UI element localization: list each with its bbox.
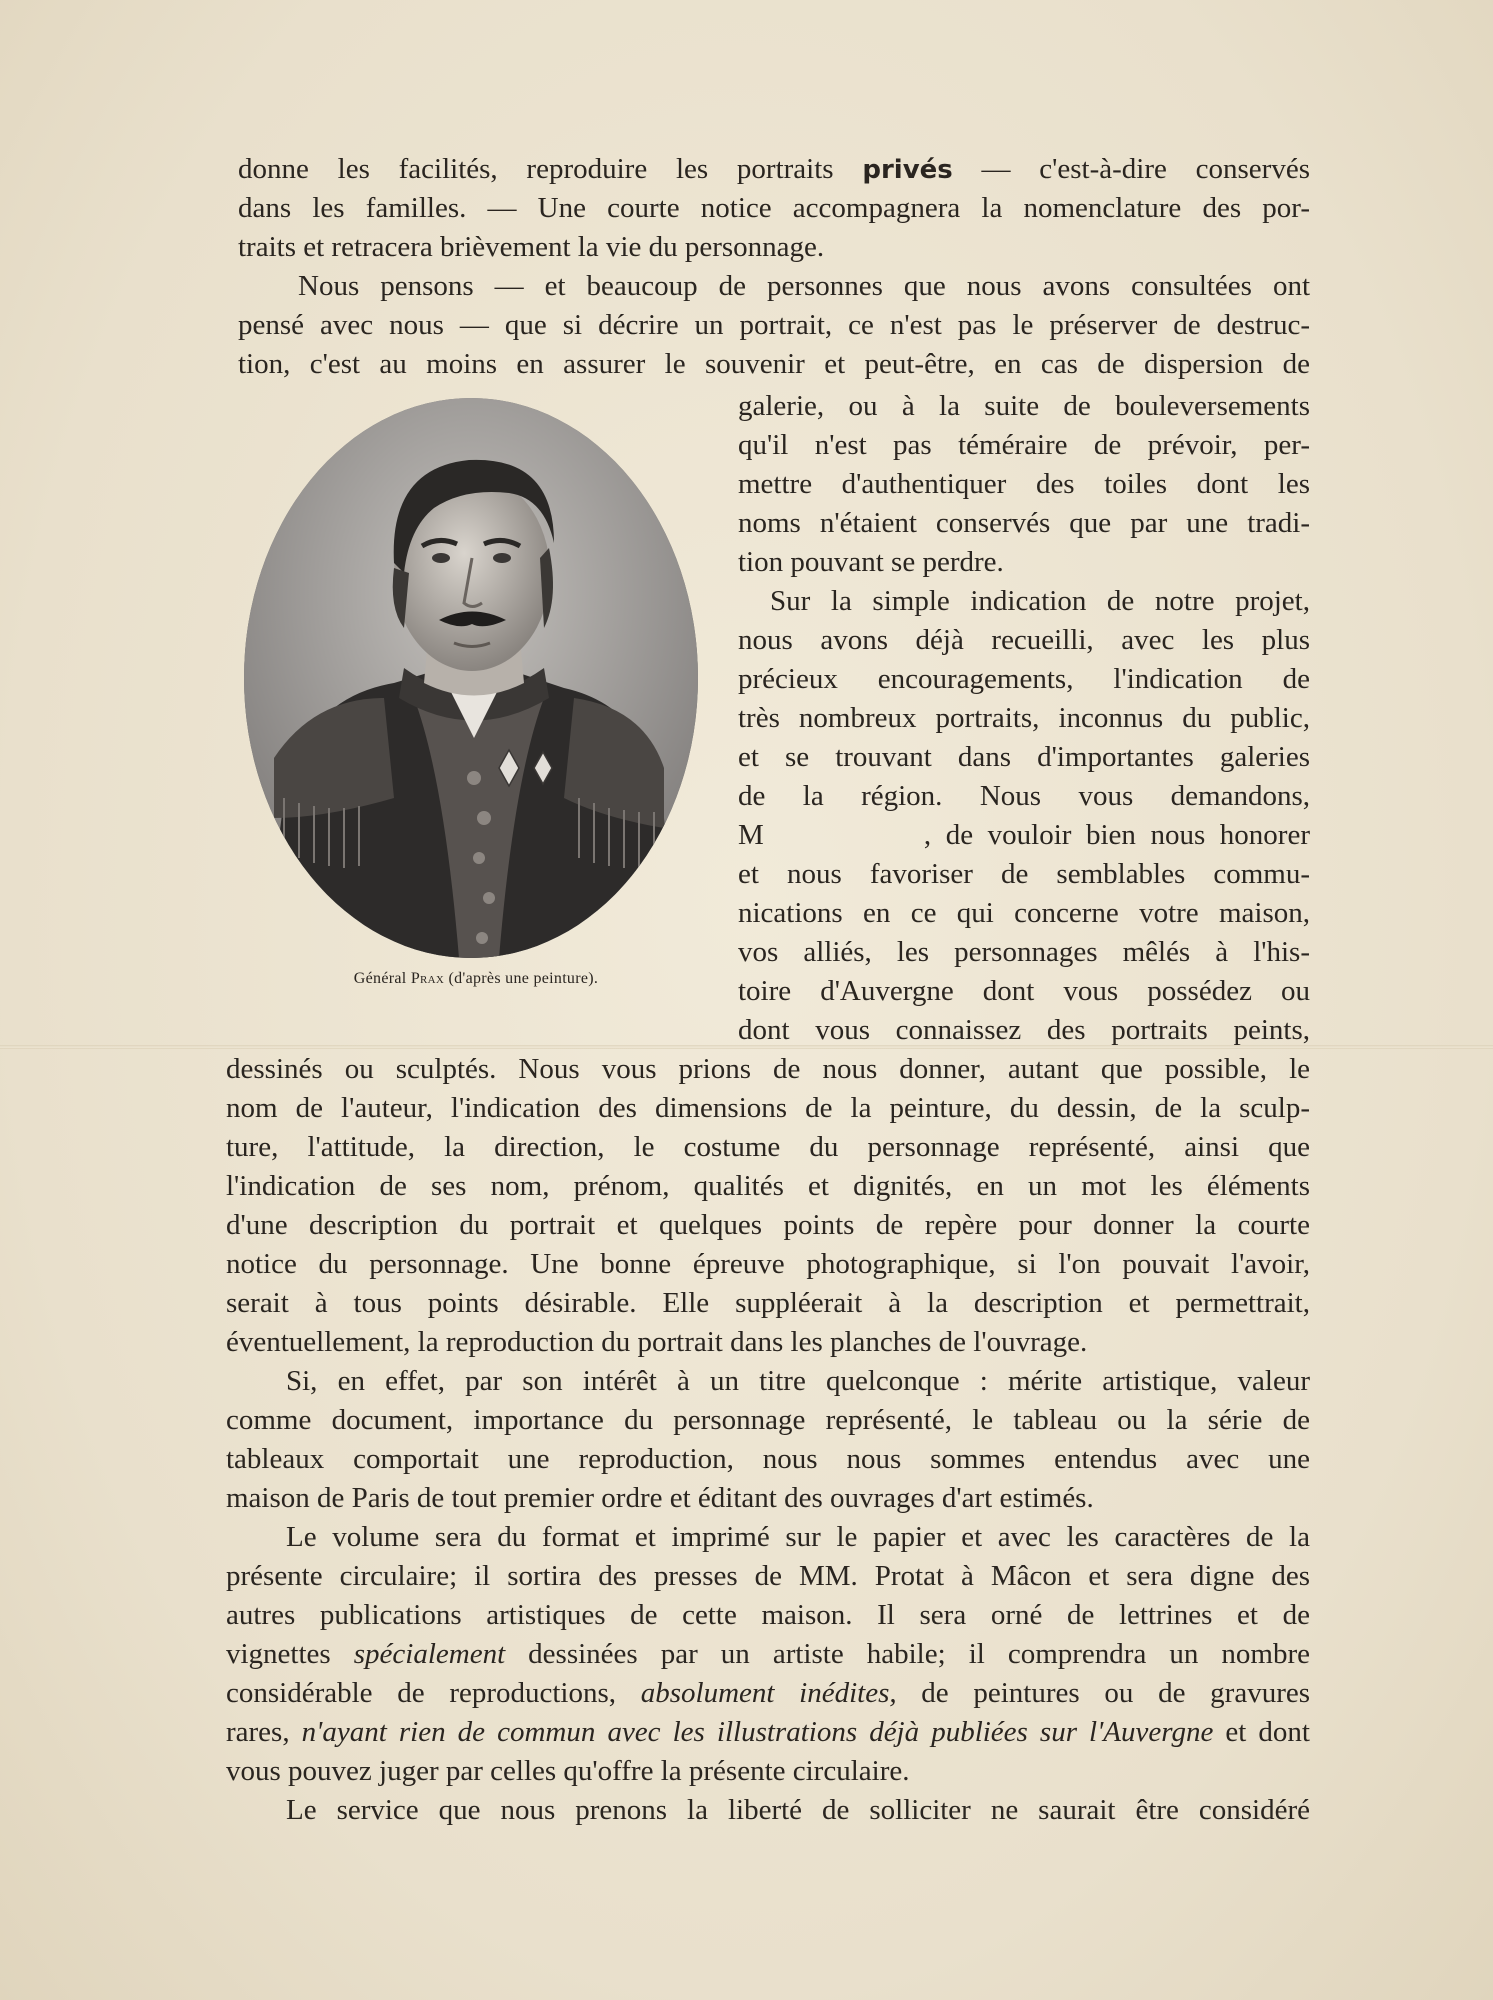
text-line: tableaux comportait une reproduction, nous nous sommes entendus avec une [226,1443,1310,1475]
text-line: mettre d'authentiquer des toiles dont les [738,468,1310,500]
text-line: et nous favoriser de semblables commu- [738,858,1310,890]
text-line: nom de l'auteur, l'indication des dimensions de la peinture, du dessin, de la sculp- [226,1092,1310,1124]
text-line: serait à tous points désirable. Elle suppléerait à la description et permettrait, [226,1287,1310,1319]
text-line: toire d'Auvergne dont vous possédez ou [738,975,1310,1007]
portrait-caption: Général Prax (d'après une peinture). [353,970,599,987]
text-line: l'indication de ses nom, prénom, qualités et dignités, en un mot les éléments [226,1170,1310,1202]
text-line: considérable de reproductions, absolument inédites, de peintures ou de gravures [226,1677,1311,1709]
text-line: Si, en effet, par son intérêt à un titre quelconque : mérite artistique, valeur [286,1365,1310,1397]
paragraph-6 [226,1791,1310,1830]
text-line: noms n'étaient conservés que par une tradi- [738,507,1310,539]
oval-portrait-frame [244,398,698,958]
text-line: éventuellement, la reproduction du portrait dans les planches de l'ouvrage. [226,1326,1088,1358]
paragraph-2-right [738,387,1310,582]
general-portrait-image [244,398,698,958]
paragraph-3-bottom [226,1050,1310,1362]
text-line: dans les familles. — Une courte notice accompagnera la nomenclature des por- [238,192,1310,224]
text-line: vous pouvez juger par celles qu'offre la présente circulaire. [226,1755,910,1787]
text-line: traits et retracera brièvement la vie du personnage. [238,231,825,263]
paragraph-5 [226,1518,1310,1791]
text-line: tion, c'est au moins en assurer le souvenir et peut-être, en cas de dispersion de [238,348,1310,380]
text-line: maison de Paris de tout premier ordre et éditant des ouvrages d'art estimés. [226,1482,1094,1514]
text-line: d'une description du portrait et quelques points de repère pour donner la courte [226,1209,1310,1241]
text-line: nous avons déjà recueilli, avec les plus [738,624,1310,656]
text-line: très nombreux portraits, inconnus du public, [738,702,1310,734]
text-line: rares, n'ayant rien de commun avec les illustrations déjà publiées sur l'Auvergne et dont [226,1716,1310,1748]
text-line: précieux encouragements, l'indication de [738,663,1310,695]
text-line: Nous pensons — et beaucoup de personnes que nous avons consultées ont [298,270,1310,302]
text-line: dessinés ou sculptés. Nous vous prions de nous donner, autant que possible, le [226,1053,1310,1085]
text-line: Le service que nous prenons la liberté de solliciter ne saurait être considéré [286,1794,1310,1826]
text-line: qu'il n'est pas téméraire de prévoir, per- [738,429,1310,461]
portrait-illustration [244,398,698,958]
text-line: autres publications artistiques de cette maison. Il sera orné de lettrines et de [226,1599,1310,1631]
text-line: donne les facilités, reproduire les portraits privés — c'est-à-dire conservés [238,153,1310,185]
text-line: notice du personnage. Une bonne épreuve photographique, si l'on pouvait l'avoir, [226,1248,1310,1280]
text-line: tion pouvant se perdre. [738,546,1004,578]
intro-paragraph [238,150,1310,267]
text-line: Le volume sera du format et imprimé sur le papier et avec les caractères de la [286,1521,1310,1553]
text-line: pensé avec nous — que si décrire un portrait, ce n'est pas le préserver de destruc- [238,309,1310,341]
text-line: galerie, ou à la suite de bouleversements [738,390,1310,422]
text-line: ture, l'attitude, la direction, le costume du personnage représenté, ainsi que [226,1131,1310,1163]
text-line: vos alliés, les personnages mêlés à l'his- [738,936,1310,968]
text-line: Sur la simple indication de notre projet, [770,585,1310,617]
text-line: présente circulaire; il sortira des presses de MM. Protat à Mâcon et sera digne des [226,1560,1310,1592]
text-line: comme document, importance du personnage représenté, le tableau ou la série de [226,1404,1310,1436]
paragraph-2-top [238,267,1310,384]
paragraph-4 [226,1362,1310,1518]
text-line: nications en ce qui concerne votre maison, [738,897,1310,929]
text-line: M , de vouloir bien nous honorer [738,819,1310,851]
text-line: vignettes spécialement dessinées par un artiste habile; il comprendra un nombre [226,1638,1310,1670]
paragraph-3-right [738,582,1310,1050]
text-line: de la région. Nous vous demandons, [738,780,1310,812]
text-line: dont vous connaissez des portraits peints, [738,1014,1310,1046]
text-line: et se trouvant dans d'importantes galeries [738,741,1310,773]
